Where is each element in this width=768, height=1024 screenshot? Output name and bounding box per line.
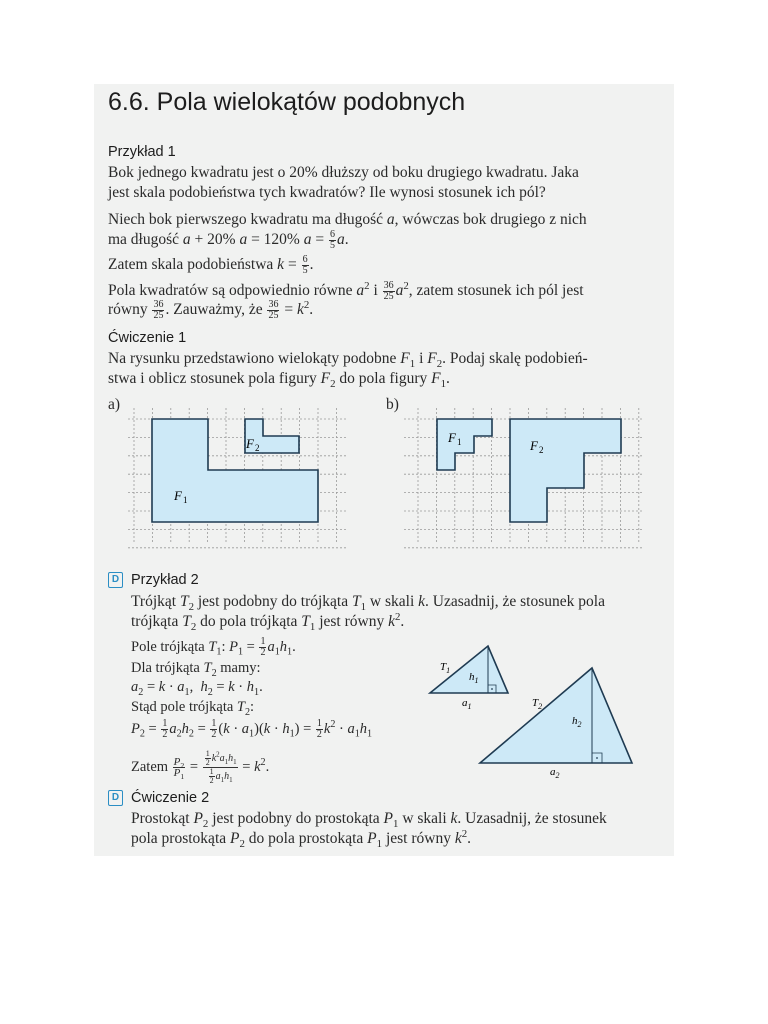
figure-b-shape-f1 (437, 419, 492, 470)
example-1-problem-line-1: Bok jednego kwadratu jest o 20% dłuższy od boku drugiego kwadratu. Jaka (108, 164, 579, 181)
example-2-area-t1: Pole trójkąta $T_1$: $P_1$ = $\frac{1}{2}$ $a_1h_1$. (131, 636, 296, 658)
figure-b-label: b) (386, 396, 399, 413)
figure-a-label-f1: F (174, 488, 182, 503)
figure-a-shape-f1 (152, 419, 318, 522)
label-h2: $h_2$ (572, 715, 582, 729)
figure-a-label: a) (108, 396, 121, 413)
d-badge-example-2: D (108, 572, 123, 588)
figure-a-label-f1-sub: 1 (183, 495, 188, 505)
example-2-ratio: Zatem $\frac{P_2}{P_1}$ = $\frac{1}{2}$ $k^2a_1h_1$ $\frac{1}{2}$ $a_1h_1$ = $k^2$. (131, 749, 270, 785)
example-2-heading: Przykład 2 (131, 572, 199, 588)
d-badge-exercise-2: D (108, 790, 123, 806)
triangle-t2-right-angle-dot (596, 757, 598, 759)
example-2-side-relations: $a_2 = k \cdot a_1$, $h_2 = k \cdot h_1$. (131, 679, 263, 698)
figure-a-grid (128, 408, 348, 550)
example-1-solution-line-5: równy $\frac{36}{25}$ . Zauważmy, że $\frac{36}{25}$ = $k^2$. (108, 298, 314, 321)
example-2-hence-area-t2: Stąd pole trójkąta $T_2$: (131, 699, 255, 718)
example-1-solution-line-4: Pola kwadratów są odpowiednio równe $a^2$ i $\frac{36}{25}$ $a^2$, zatem stosunek ich pól jest (108, 279, 584, 302)
triangle-t1-right-angle-dot (491, 688, 493, 690)
figure-b-shape-f2 (510, 419, 621, 522)
example-2-area-t2-formula: $P_2$ = $\frac{1}{2}$ $a_2h_2$ = $\frac{1}{2}$ $(k \cdot a_1)(k \cdot h_1)$ = $\frac{1}{2}$ $k^2 \cdot a_1h_1$ (131, 718, 373, 740)
label-t2: $T_2$ (532, 697, 543, 711)
exercise-1-line-2: stwa i oblicz stosunek pola figury $F_2$ do pola figury $F_1$. (108, 370, 450, 391)
label-h1: $h_1$ (469, 671, 479, 685)
example-1-solution-line-3: Zatem skala podobieństwa k = $\frac{6}{5}$ . (108, 254, 314, 276)
label-a1: $a_1$ (462, 697, 472, 711)
example-2-line-2: trójkąta $T_2$ do pola trójkąta $T_1$ jest równy $k^2$. (131, 610, 405, 634)
exercise-2-line-1: Prostokąt $P_2$ jest podobny do prostokąta $P_1$ w skali k. Uzasadnij, że stosunek (131, 810, 607, 831)
exercise-1-line-1: Na rysunku przedstawiono wielokąty podobne $F_1$ i $F_2$. Podaj skalę podobień- (108, 350, 588, 371)
triangles-figure (420, 638, 650, 780)
figure-b-grid (404, 408, 644, 550)
figure-b-label-f2-sub: 2 (539, 445, 544, 455)
figure-b-label-f1-sub: 1 (457, 437, 462, 447)
exercise-1-heading: Ćwiczenie 1 (108, 330, 187, 346)
label-a2: $a_2$ (550, 766, 560, 780)
example-2-line-1: Trójkąt $T_2$ jest podobny do trójkąta $T_1$ w skali k. Uzasadnij, że stosunek pola (131, 593, 605, 614)
figure-b-label-f1: F (448, 430, 456, 445)
page-title: 6.6. Pola wielokątów podobnych (108, 88, 466, 116)
figure-a-label-f2-sub: 2 (255, 443, 260, 453)
example-1-solution-line-1: Niech bok pierwszego kwadratu ma długość a, wówczas bok drugiego z nich (108, 211, 587, 228)
example-2-for-t2: Dla trójkąta $T_2$ mamy: (131, 660, 261, 679)
figure-a-label-f2: F (246, 436, 254, 451)
figure-b-label-f2: F (530, 438, 538, 453)
label-t1: $T_1$ (440, 661, 451, 675)
example-1-solution-line-2: ma długość a + 20% a = 120% a = $\frac{6}{5}$ a. (108, 229, 349, 251)
exercise-2-heading: Ćwiczenie 2 (131, 790, 210, 806)
example-1-problem-line-2: jest skala podobieństwa tych kwadratów? Ile wynosi stosunek ich pól? (108, 184, 546, 201)
exercise-2-line-2: pola prostokąta $P_2$ do pola prostokąta $P_1$ jest równy $k^2$. (131, 827, 472, 851)
example-1-heading: Przykład 1 (108, 144, 176, 160)
